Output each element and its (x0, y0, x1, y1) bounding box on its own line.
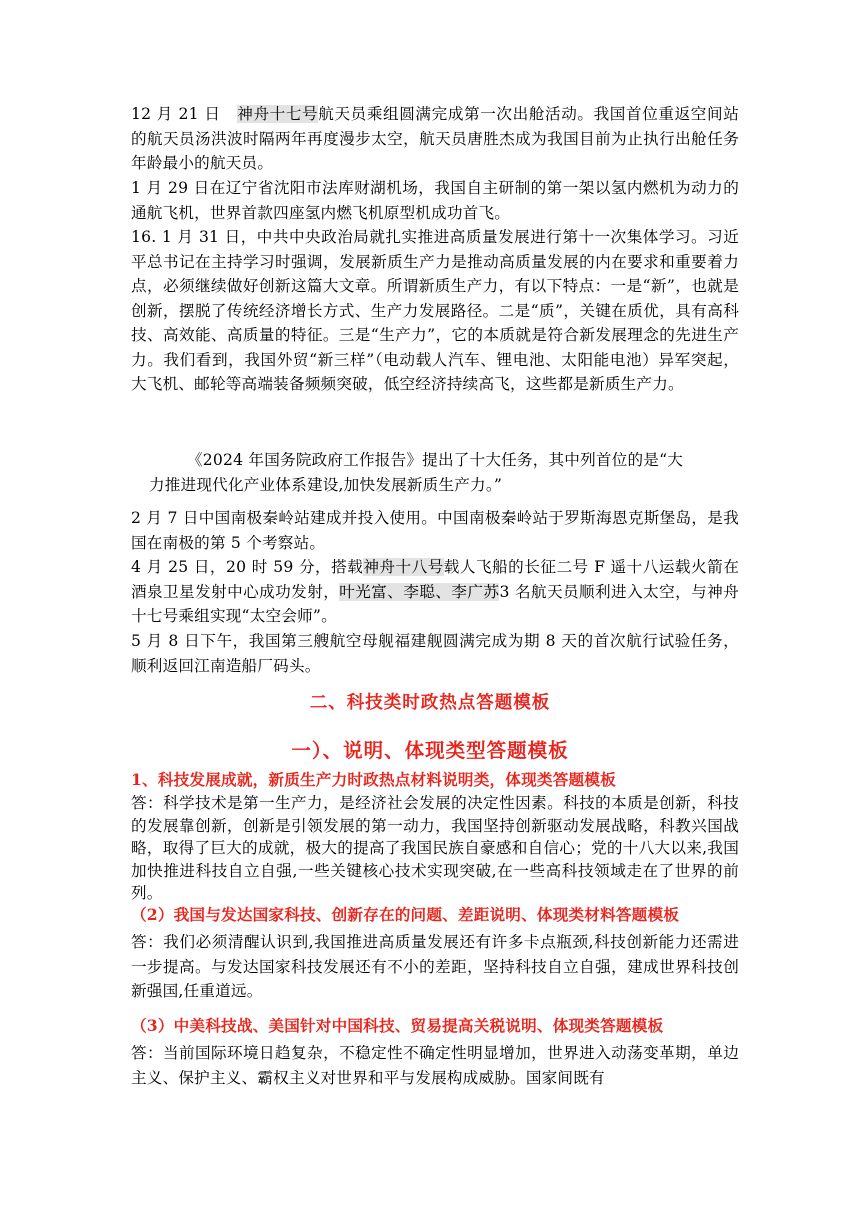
paragraph-antarctic-station: 2 月 7 日中国南极秦岭站建成并投入使用。中国南极秦岭站于罗斯海恩克斯堡岛，是我国在南极的第 5 个考察站。 (131, 509, 739, 552)
highlight-astronauts: 叶光富、李聪、李广苏 (339, 582, 500, 601)
shenzhou18-text-b: 载人飞船的长征二号 F 遥十八运载火箭在酒泉卫星发射中心成功发射， (131, 558, 739, 601)
template-heading-3: （3）中美科技战、美国针对中国科技、贸易提高关税说明、体现类答题模板 (131, 1016, 664, 1035)
shenzhou18-text-a: 4 月 25 日，20 时 59 分，搭载 (131, 558, 364, 576)
date-text: 12 月 21 日 (131, 105, 221, 123)
template-heading-2: （2）我国与发达国家科技、创新存在的问题、差距说明、体现类材料答题模板 (131, 905, 680, 924)
section-title: 二、科技类时政热点答题模板 (309, 693, 551, 713)
paragraph-hydrogen-plane: 1 月 29 日在辽宁省沈阳市法库财湖机场，我国自主研制的第一架以氢内燃机为动力的通航飞机，世界首款四座氢内燃飞机原型机成功首飞。 (131, 179, 739, 222)
highlight-shenzhou18: 神舟十八号 (363, 558, 444, 576)
answer-1: 答：科学技术是第一生产力，是经济社会发展的决定性因素。科技的本质是创新，科技的发展靠创新，创新是引领发展的第一动力，我国坚持创新驱动发展战略，科教兴国战略，取得了巨大的成就，极大的提高了我国民族自豪感和自信心；党的十八大以来,我国加快推进科技自立自强,一些关键核心技术实现突破,在一些高科技领域走在了世界的前列。 (131, 794, 739, 903)
paragraph-text: 航天员乘组圆满完成第一次出舱活动。我国首位重返空间站的航天员汤洪波时隔两年再度漫步太空，航天员唐胜杰成为我国目前为止执行出舱任务年龄最小的航天员。 (131, 105, 739, 172)
paragraph-shenzhou17 (131, 102, 739, 176)
report-line-1: 《2024 年国务院政府工作报告》提出了十大任务，其中列首位的是“大 (187, 451, 684, 469)
paragraph-government-report (131, 448, 739, 497)
paragraph-fujian-carrier: 5 月 8 日下午，我国第三艘航空母舰福建舰圆满完成为期 8 天的首次航行试验任务，顺利返回江南造船厂码头。 (131, 632, 739, 675)
answer-3: 答：当前国际环境日趋复杂，不稳定性不确定性明显增加，世界进入动荡变革期，单边主义、保护主义、霸权主义对世界和平与发展构成威胁。国家间既有 (131, 1044, 739, 1087)
answer-2: 答：我们必须清醒认识到,我国推进高质量发展还有许多卡点瓶颈,科技创新能力还需进一步提高。与发达国家科技发展还有不小的差距，坚持科技自立自强，建成世界科技创新强国,任重道远。 (131, 933, 739, 1000)
template-heading-1: 1、科技发展成就，新质生产力时政热点材料说明类，体现类答题模板 (131, 770, 616, 789)
paragraph-new-productivity: 16. 1 月 31 日，中共中央政治局就扎实推进高质量发展进行第十一次集体学习。习近平总书记在主持学习时强调，发展新质生产力是推动高质量发展的内在要求和重要着力点，必须继续做好创新这篇大文章。所谓新质生产力，有以下特点：一是“新”，也就是创新，摆脱了传统经济增长方式、生产力发展路径。二是“质”，关键在质优，具有高科技、高效能、高质量的特征。三是“生产力”，它的本质就是符合新发展理念的先进生产力。我们看到，我国外贸“新三样”（电动载人汽车、锂电池、太阳能电池）异军突起，大飞机、邮轮等高端装备频频突破，低空经济持续高飞，这些都是新质生产力。 (131, 228, 739, 393)
paragraph-shenzhou18 (131, 555, 739, 629)
report-line-2: 力推进现代化产业体系建设,加快发展新质生产力。” (149, 475, 502, 494)
shenzhou18-text-c: 3 名航天员顺利进入太空，与神舟十七号乘组实现“太空会师”。 (131, 582, 739, 625)
highlight-shenzhou17: 神舟十七号 (237, 105, 319, 123)
sub-title: 一）、说明、体现类型答题模板 (291, 739, 569, 762)
